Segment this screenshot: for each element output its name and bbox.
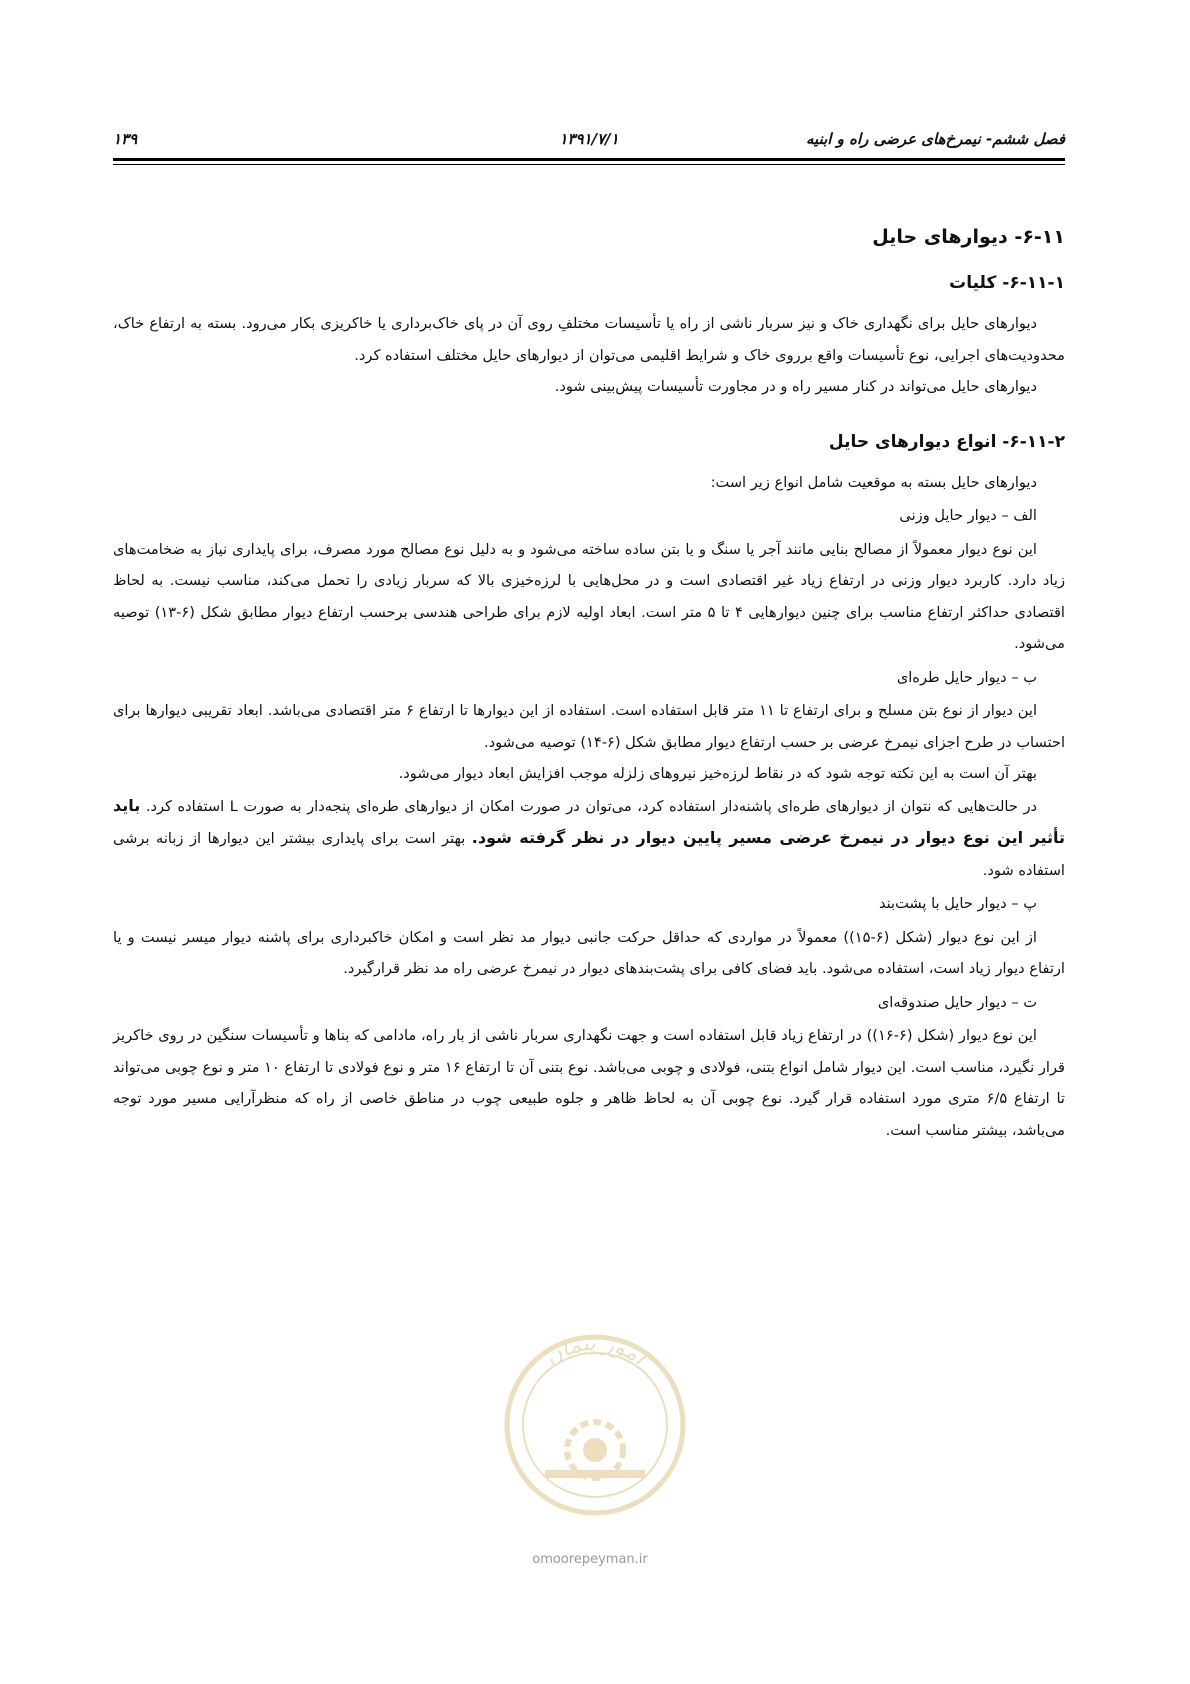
page-number: ۱۳۹	[113, 130, 138, 148]
item-title-cantilever-wall: ب – دیوار حایل طره‌ای	[896, 668, 1037, 686]
paragraph: بهتر آن است به این نکته توجه شود که در نقاط لرزه‌خیز نیروهای زلزله موجب افزایش ابعاد دیوار می‌شود.	[398, 765, 1037, 782]
header-date: ۱۳۹۱/۷/۱	[559, 130, 619, 148]
paragraph: دیوارهای حایل بسته به موقعیت شامل انواع زیر است:	[710, 473, 1037, 491]
paragraph: این نوع دیوار معمولاً از مصالح بنایی مانند آجر یا سنگ و یا بتن ساده ساخته می‌شود و به دلیل نوع مصالح مورد مصرف، برای پایداری نیاز به ضخامت‌های زیاد دارد. کاربرد دیوار وزنی در ارتفاع زیاد غیر اقتصادی است و در محل‌هایی با لرزه‌خیزی بالا که سربار زیادی را تحمل می‌کند، مناسب نیست. به لحاظ اقتصادی حداکثر ارتفاع مناسب برای چنین دیوارهایی ۴ تا ۵ متر است. ابعاد اولیه لازم برای طراحی هندسی برحسب ارتفاع دیوار مطابق شکل (۶-۱۳) توصیه می‌شود.	[113, 540, 1065, 652]
header-rule-thick	[113, 158, 1065, 161]
watermark-logo-text: امور پیمان	[540, 1330, 651, 1371]
paragraph	[113, 790, 1065, 887]
watermark-logo	[490, 1320, 700, 1520]
page-body	[113, 200, 1065, 1146]
running-header	[113, 130, 1065, 156]
paragraph: این دیوار از نوع بتن مسلح و برای ارتفاع تا ۱۱ متر قابل استفاده است. استفاده از این دیوارها تا ارتفاع ۶ متر اقتصادی می‌باشد. ابعاد تقریبی دیوارها برای احتساب در طرح اجزای نیمرخ عرضی بر حسب ارتفاع دیوار مطابق شکل (۶-۱۴) توصیه می‌شود.	[113, 702, 1065, 751]
header-rule-thin	[113, 164, 1065, 165]
paragraph: از این نوع دیوار (شکل (۶-۱۵)) معمولاً در مواردی که حداقل حرکت جانبی دیوار مد نظر است و امکان خاکبرداری برای پاشنه دیوار میسر نیست و یا ارتفاع دیوار زیاد است، استفاده می‌شود. باید فضای کافی برای پشت‌بندهای دیوار در نیمرخ عرضی راه مد نظر قرارگیرد.	[113, 928, 1065, 977]
paragraph: دیوارهای حایل برای نگهداری خاک و نیز سربار ناشی از راه یا تأسیسات مختلفِ روی آن در پای خاک‌برداری یا خاکریزی بکار می‌رود. بسته به ارتفاع خاک، محدودیت‌های اجرایی، نوع تأسیسات واقع برروی خاک و شرایط اقلیمی می‌توان از دیوارهای حایل مختلف استفاده کرد.	[113, 315, 1065, 364]
paragraph: این نوع دیوار (شکل (۶-۱۶)) در ارتفاع زیاد قابل استفاده است و جهت نگهداری سربار ناشی از بار راه، مادامی که بناها و تأسیسات سنگین در روی خاکریز قرار نگیرد، مناسب است. این دیوار شامل انواع بتنی، فولادی و چوبی می‌باشد. نوع بتنی آن تا ارتفاع ۱۶ متر و نوع فولادی تا ارتفاع ۱۰ متر و نوع چوبی می‌تواند تا ارتفاع ۶/۵ متری مورد استفاده قرار گیرد. نوع چوبی آن به لحاظ ظاهر و جلوه طبیعی چوب در مناطق خاصی از راه که منظرآرایی مسیر مورد توجه می‌باشد، بیشتر مناسب است.	[113, 1027, 1065, 1139]
bold-text: باید تأثیر این نوع دیوار در نیمرخ عرضی مسیر پایین دیوار در نظر گرفته شود.	[113, 795, 1066, 847]
section-heading: ۶-۱۱- دیوارهای حایل	[872, 226, 1065, 248]
subsection-heading-types: ۶-۱۱-۲- انواع دیوارهای حایل	[828, 431, 1065, 452]
item-title-counterfort-wall: پ – دیوار حایل با پشت‌بند	[878, 895, 1037, 912]
paragraph: دیوارهای حایل می‌تواند در کنار مسیر راه و در مجاورت تأسیسات پیش‌بینی شود.	[554, 378, 1037, 395]
text-run: در حالت‌هایی که نتوان از دیوارهای طره‌ای پاشنه‌دار استفاده کرد، می‌توان در صورت امکان از دیوارهای طره‌ای پنجه‌دار به صورت L استفاده کرد.	[145, 797, 1038, 815]
item-title-gravity-wall: الف – دیوار حایل وزنی	[899, 507, 1037, 524]
subsection-heading-general: ۶-۱۱-۱- کلیات	[949, 273, 1065, 293]
item-title-crib-wall: ت – دیوار حایل صندوقه‌ای	[877, 993, 1037, 1011]
svg-text:امور پیمان	[540, 1331, 652, 1372]
watermark-site: omoorepeyman.ir	[532, 1552, 648, 1567]
chapter-title: فصل ششم- نیمرخ‌های عرضی راه و ابنیه	[806, 130, 1065, 148]
text-run: بهتر است برای پایداری بیشتر این دیوارها از زبانه برشی استفاده شود.	[113, 830, 1065, 879]
